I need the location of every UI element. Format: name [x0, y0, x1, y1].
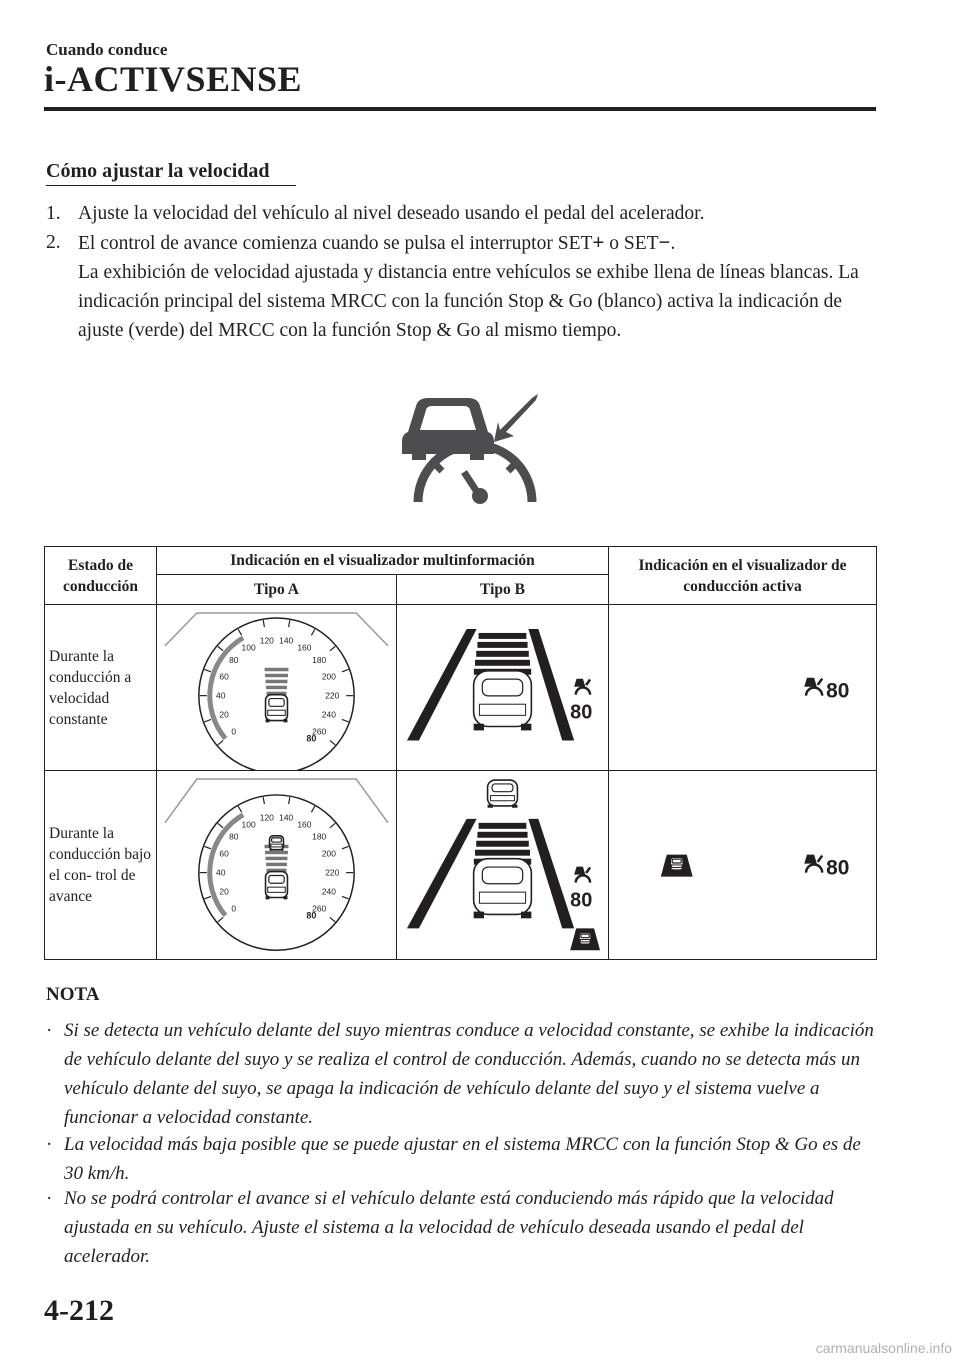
gauge-tick-label: 240 [321, 887, 336, 898]
status-table [44, 546, 877, 960]
step-number: 1. [46, 203, 61, 224]
gauge-tick-label: 80 [229, 832, 239, 843]
subheading: Cómo ajustar la velocidad [46, 160, 270, 182]
mrcc-small-icon [574, 867, 590, 883]
header-multi-display: Indicación en el visualizador multinformación [157, 547, 609, 575]
note-item [46, 1016, 886, 1136]
gauge-tick-label: 180 [312, 832, 327, 843]
mrcc-small-icon [804, 678, 822, 696]
table-row [45, 771, 877, 959]
gauge-tick-label: 180 [312, 654, 327, 665]
speedometer-gauge [157, 771, 396, 958]
note-text: Si se detecta un vehículo delante del suyo mientras conduce a velocidad constante, se exhibe la indicación de vehículo delante del suyo y se realiza el control de conducción. Además, cuando no se detecta más un vehículo delante del suyo, se apaga la indicación de vehículo delante del suyo y el sistema vuelve a funcionar a velocidad constante. [64, 1020, 874, 1128]
distance-bar [479, 633, 527, 639]
header-state: Estado de conducción [45, 547, 157, 605]
note-item [46, 1184, 886, 1274]
gauge-tick-label: 160 [297, 642, 312, 653]
car-icon [474, 671, 532, 731]
watermark: carmanualsonline.info [815, 1340, 952, 1356]
step-text-part: o SET [604, 233, 659, 254]
lane-line-right [528, 819, 574, 928]
distance-bar [477, 832, 527, 838]
step-text [78, 228, 878, 345]
note-item [46, 1130, 886, 1190]
gauge-tick-label: 20 [219, 709, 229, 720]
speedometer-gauge [157, 605, 396, 770]
lane-line-right [528, 629, 574, 740]
tipo-b-panel [397, 605, 609, 771]
set-speed-label: 80 [570, 889, 593, 912]
gauge-tick-label: 100 [241, 819, 256, 830]
distance-bar [265, 668, 289, 671]
step-number: 2. [46, 232, 61, 253]
distance-bar [266, 686, 287, 689]
distance-bar [265, 851, 288, 854]
step-text-part: El control de avance comienza cuando se pulsa el interruptor SET [78, 233, 593, 254]
distance-bar [475, 660, 530, 666]
distance-bar [266, 680, 288, 683]
gauge-tick-label: 0 [231, 903, 237, 914]
chapter-title: i-ACTIVSENSE [44, 59, 303, 99]
car-icon [270, 836, 284, 851]
header-active-display: Indicación en el visualizador de conducción activa [609, 547, 877, 605]
gauge-tick-label: 200 [321, 848, 336, 859]
row-label: Durante la conducción a velocidad constante [45, 605, 157, 771]
car-icon [670, 858, 683, 872]
gauge-tick-label: 220 [325, 867, 340, 878]
distance-bar [476, 841, 529, 847]
step-continuation: La exhibición de velocidad ajustada y distancia entre vehículos se exhibe llena de líneas blancas. La indicación principal del sistema MRCC con la función Stop & Go (blanco) activa la indicación de ajuste (verde) del MRCC con la función Stop & Go al mismo tiempo. [78, 262, 859, 341]
gauge-tick-label: 40 [216, 867, 226, 878]
gauge-tick-label: 200 [321, 671, 336, 682]
step-1 [46, 199, 886, 229]
car-icon [579, 933, 591, 946]
tipo-b-panel [397, 771, 609, 959]
step-2 [46, 228, 886, 378]
gauge-tick-label: 40 [216, 690, 226, 701]
lane-display [397, 771, 608, 958]
mrcc-small-icon [804, 855, 822, 873]
set-speed-label: 80 [826, 856, 850, 880]
gauge-tick-label: 60 [219, 848, 229, 859]
header-divider [44, 107, 876, 111]
mrcc-stop-go-set-icon [398, 392, 548, 508]
set-speed-label: 80 [306, 910, 317, 921]
gauge-tick-label: 220 [325, 690, 340, 701]
gauge-tick-label: 0 [231, 726, 237, 737]
tipo-a-panel [157, 605, 397, 771]
lane-line-left [407, 629, 477, 740]
step-text-part: . [670, 233, 676, 254]
active-display-panel [609, 771, 877, 959]
set-speed-label: 80 [826, 679, 850, 703]
distance-bar [477, 642, 527, 648]
gauge-tick-label: 20 [219, 887, 229, 898]
distance-bar [266, 863, 287, 866]
car-icon [474, 859, 532, 919]
section-label: Cuando conduce [46, 40, 168, 59]
tipo-a-panel [157, 771, 397, 959]
active-display [609, 771, 876, 958]
gauge-tick-label: 120 [259, 635, 274, 646]
distance-bar [266, 857, 288, 860]
note-text: La velocidad más baja posible que se puede ajustar en el sistema MRCC con la función Stop & Go es de 30 km/h. [64, 1134, 861, 1184]
step-text: Ajuste la velocidad del vehículo al nivel deseado usando el pedal del acelerador. [78, 203, 705, 224]
bullet-icon: · [46, 1134, 53, 1155]
distance-bar [476, 651, 529, 657]
subheading-underline [46, 185, 296, 186]
gauge-tick-label: 240 [321, 709, 336, 720]
active-display [609, 605, 876, 770]
car-icon [266, 695, 288, 723]
lane-display [397, 605, 608, 770]
gauge-tick-label: 140 [279, 813, 294, 824]
gauge-tick-label: 60 [219, 671, 229, 682]
lane-line-left [407, 819, 477, 928]
row-label: Durante la conducción bajo el con- trol de avance [45, 771, 157, 959]
gauge-tick-label: 100 [241, 642, 256, 653]
gauge-tick-label: 140 [279, 635, 294, 646]
nota-label: NOTA [46, 984, 100, 1005]
bullet-icon: · [46, 1188, 53, 1209]
gauge-tick-label: 160 [297, 819, 312, 830]
gauge-tick-label: 120 [259, 813, 274, 824]
note-text: No se podrá controlar el avance si el vehículo delante está conduciendo más rápido que la velocidad ajustada en su vehículo. Ajuste el sistema a la velocidad de vehículo deseada usando el pedal del acelerador. [64, 1188, 834, 1267]
bullet-icon: · [46, 1020, 53, 1041]
gauge-tick-label: 260 [312, 903, 327, 914]
distance-bar [265, 674, 288, 677]
set-speed-label: 80 [306, 733, 317, 744]
car-icon [266, 872, 288, 900]
table-row [45, 605, 877, 771]
header-tipo-b: Tipo B [397, 575, 609, 605]
set-speed-label: 80 [570, 701, 593, 724]
mrcc-small-icon [574, 679, 590, 695]
page-number: 4-212 [44, 1294, 114, 1327]
gauge-tick-label: 80 [229, 654, 239, 665]
distance-bar [479, 823, 527, 829]
set-minus-symbol: − [658, 230, 671, 254]
distance-bar [475, 850, 530, 856]
header-tipo-a: Tipo A [157, 575, 397, 605]
active-display-panel [609, 605, 877, 771]
car-icon [488, 780, 518, 808]
set-plus-symbol: + [592, 230, 605, 254]
gauge-tick-label: 260 [312, 726, 327, 737]
